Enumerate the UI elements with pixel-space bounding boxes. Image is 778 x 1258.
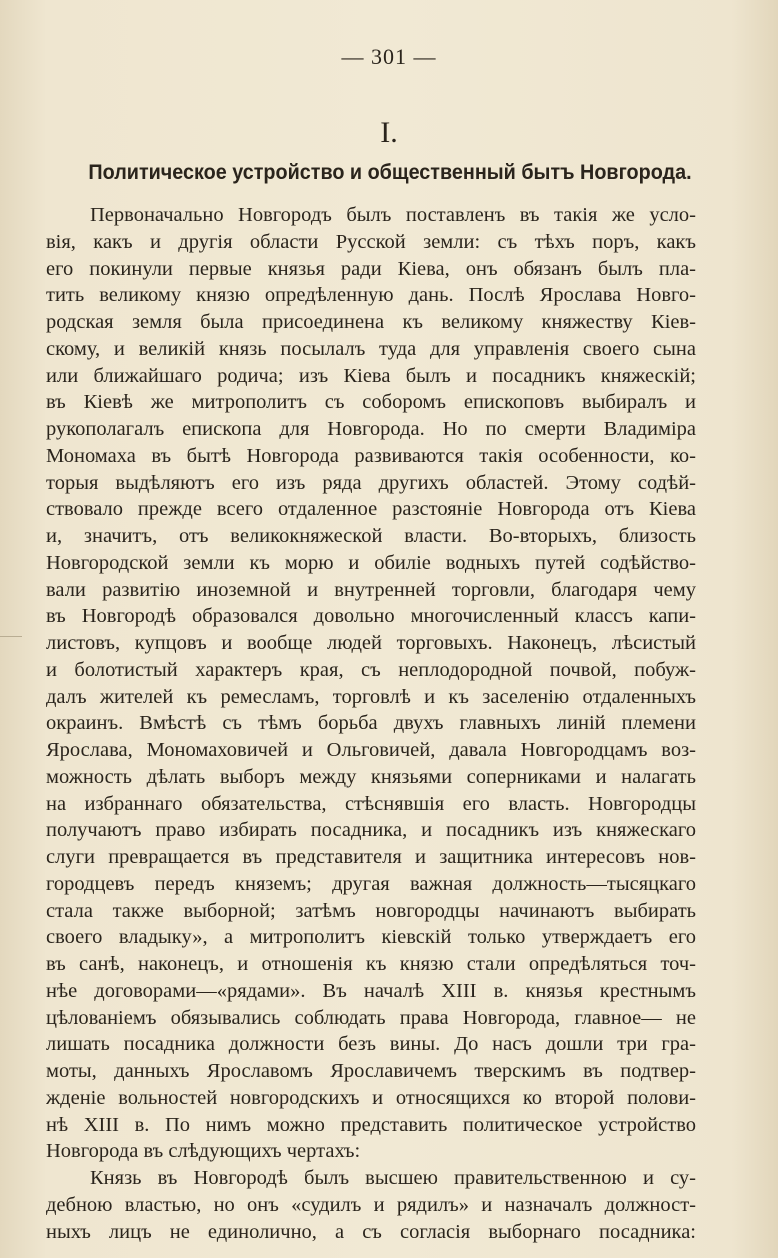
text-line: его покинули первые князья ради Кіева, онъ обязанъ былъ пла- xyxy=(46,257,696,280)
text-line: городцевъ передъ княземъ; другая важная должность—тысяцкаго xyxy=(46,872,696,895)
section-numeral: I. xyxy=(380,116,398,149)
text-line: и болотистый характеръ края, съ неплодородной почвой, побуж- xyxy=(46,658,696,681)
text-line: нѣе договорами—«рядами». Въ началѣ XIII в. князья крестнымъ xyxy=(46,979,696,1002)
text-line: въ Кіевѣ же митрополитъ съ соборомъ епископовъ выбиралъ и xyxy=(46,391,696,414)
text-line: и, значитъ, отъ великокняжеской власти. Во-вторыхъ, близость xyxy=(46,525,696,547)
text-line: въ санѣ, наконецъ, и отношенія къ князю стали опредѣляться точ- xyxy=(46,953,696,975)
text-line: листовъ, купцовъ и вообще людей торговыхъ. Наконецъ, лѣсистый xyxy=(46,632,696,654)
text-line: Первоначально Новгородъ былъ поставленъ въ такія же усло- xyxy=(90,204,696,226)
text-line: ныхъ лицъ не единолично, а съ согласія выборнаго посадника: xyxy=(46,1220,696,1243)
text-line: Князь въ Новгородѣ былъ высшею правительственною и су- xyxy=(90,1167,696,1189)
text-line: на избраннаго обязательства, стѣснявшія его власть. Новгородцы xyxy=(46,792,696,815)
text-line: слуги превращается въ представителя и защитника интересовъ нов- xyxy=(46,846,696,868)
text-line: Новгородской земли къ морю и обиліе водныхъ путей содѣйство- xyxy=(46,551,696,574)
text-line: рукополагалъ епископа для Новгорода. Но по смерти Владиміра xyxy=(46,418,696,440)
text-line: вали развитію иноземной и внутренней торговли, благодаря чему xyxy=(46,578,696,601)
text-line: стала также выборной; затѣмъ новгородцы начинаютъ выбирать xyxy=(46,899,696,922)
text-line: своего владыку», а митрополитъ кіевскій только утверждаетъ его xyxy=(46,926,696,949)
page-number: — 301 — xyxy=(341,44,437,69)
text-line: получаютъ право избирать посадника, и посадникъ изъ княжескаго xyxy=(46,819,696,842)
body-text xyxy=(46,202,696,1245)
text-line: торыя выдѣляютъ его изъ ряда другихъ областей. Этому содѣй- xyxy=(46,471,696,494)
text-line: родская земля была присоединена къ великому княжеству Кіев- xyxy=(46,311,696,333)
text-line: тить великому князю опредѣленную дань. Послѣ Ярослава Новго- xyxy=(46,284,696,307)
text-line: цѣлованіемъ обязывались соблюдать права Новгорода, главное— не xyxy=(46,1006,696,1029)
text-line: моты, данныхъ Ярославомъ Ярославичемъ тверскимъ въ подтвер- xyxy=(46,1060,696,1082)
text-line: Новгорода въ слѣдующихъ чертахъ: xyxy=(46,1140,361,1163)
text-line: далъ жителей къ ремесламъ, торговлѣ и къ заселенію отдаленныхъ xyxy=(46,685,696,708)
text-line: Мономаха въ бытѣ Новгорода развиваются такія особенности, ко- xyxy=(46,444,696,467)
text-line: въ Новгородѣ образовался довольно многочисленный классъ капи- xyxy=(46,605,696,628)
margin-mark xyxy=(0,636,22,637)
text-line: Ярослава, Мономаховичей и Ольговичей, давала Новгородцамъ воз- xyxy=(46,739,696,761)
text-line: нѣ XIII в. По нимъ можно представить политическое устройство xyxy=(46,1113,696,1136)
text-line: жденіе вольностей новгородскихъ и относящихся ко второй полови- xyxy=(46,1086,696,1109)
text-line: или ближайшаго родича; изъ Кіева былъ и посадникъ княжескій; xyxy=(46,364,696,387)
text-line: вія, какъ и другія области Русской земли: съ тѣхъ поръ, какъ xyxy=(46,230,696,253)
text-line: лишать посадника должности безъ вины. До насъ дошли три гра- xyxy=(46,1033,696,1056)
text-line: можность дѣлать выборъ между князьями соперниками и налагать xyxy=(46,765,696,788)
text-line: ствовало прежде всего отдаленное разстояніе Новгорода отъ Кіева xyxy=(46,498,696,521)
chapter-title: Политическое устройство и общественный бытъ Новгорода. xyxy=(88,160,692,184)
text-line: скому, и великій князь посылалъ туда для управленія своего сына xyxy=(46,337,696,360)
text-line: дебною властью, но онъ «судилъ и рядилъ» и назначалъ должност- xyxy=(46,1193,696,1216)
text-line: окраинъ. Вмѣстѣ съ тѣмъ борьба двухъ главныхъ линій племени xyxy=(46,712,696,735)
